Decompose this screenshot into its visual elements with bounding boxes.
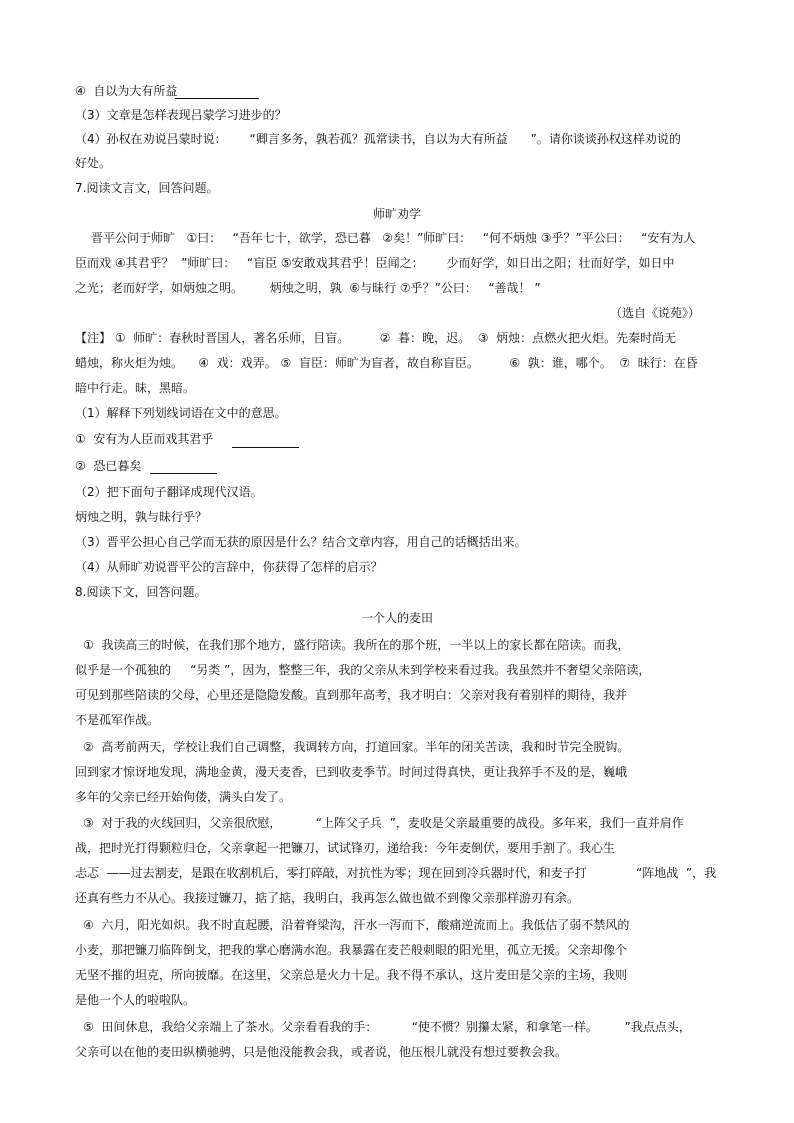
q8-heading: 8.阅读下文，回答问题。: [75, 585, 207, 599]
q8-para1-line: 可见到那些陪读的父母，心里还是隐隐发酸。直到那年高考，我才明白：父亲对我有着别样的期待，我并: [75, 688, 628, 702]
q8-para2-line: 回到家才惊讶地发现，满地金黄，漫天麦香，已到收麦季节。时间过得真快，更让我猝手不及的是，巍峨: [75, 765, 628, 779]
q7-heading: 7.阅读文言文，回答问题。: [75, 181, 219, 195]
q6-sub4-line1: （4）孙权在劝说吕蒙时说： “卿言多务，孰若孤？孤常读书，自以为大有所益 ”。请你谈谈孙权这样劝说的: [75, 132, 681, 146]
q7-title: 师旷劝学: [372, 207, 421, 221]
q7-sub2-sentence: 炳烛之明，孰与昧行乎？: [75, 510, 208, 524]
q7-passage-line1: 晋平公问于师旷 ①曰： “吾年七十，欲学，恐已暮 ②矣！”师旷曰： “何不炳烛 ③乎？”平公曰： “安有为人: [91, 231, 696, 245]
q8-para4-line: 小麦，那把镰刀临阵倒戈，把我的掌心磨满水泡。我暴露在麦芒般刺眼的阳光里，孤立无援。父亲却像个: [75, 943, 628, 957]
q7-sub1: （1）解释下列划线词语在文中的意思。: [75, 406, 287, 420]
q8-para3-line: 战，把时光打得颗粒归仓，父亲拿起一把镰刀，试试锋刃，递给我：今年麦倒伏，要用手割了。我心生: [75, 841, 616, 855]
q8-para1-line: 似乎是一个孤独的 “另类 ”，因为，整整三年，我的父亲从未到学校来看过我。我虽然并不奢望父亲陪读，: [75, 663, 651, 677]
q7-source: （选自《说苑》）: [610, 306, 701, 320]
q7-sub3: （3）晋平公担心自己学而无获的原因是什么？结合文章内容，用自己的话概括出来。: [75, 535, 527, 549]
q8-para2-line: ② 高考前两天，学校让我们自己调整，我调转方向，打道回家。半年的闭关苦读，我和时节完全脱钩。: [83, 740, 630, 754]
q6-sub3: （3）文章是怎样表现吕蒙学习进步的？: [75, 108, 287, 122]
q8-para3-line: ③ 对于我的火线回归，父亲很欣慰， “上阵父子兵 ”，麦收是父亲最重要的战役。多年来，我们一直并肩作: [83, 816, 684, 830]
q7-sub4: （4）从师旷劝说晋平公的言辞中，你获得了怎样的启示？: [75, 560, 383, 574]
q8-para2-line: 多年的父亲已经开始佝偻，满头白发了。: [75, 790, 292, 804]
answer-blank[interactable]: [150, 473, 217, 474]
q8-para1-line: ① 我读高三的时候，在我们那个地方，盛行陪读。我所在的那个班，一半以上的家长都在陪读。而我，: [83, 638, 630, 652]
q8-para4-line: 无坚不摧的坦克，所向披靡。在这里，父亲总是火力十足。我不得不承认，这片麦田是父亲的主场，我则: [75, 968, 628, 982]
q8-para4-line: 是他一个人的啦啦队。: [75, 993, 196, 1007]
answer-blank[interactable]: [175, 98, 259, 99]
q8-title: 一个人的麦田: [360, 611, 433, 625]
q7-sub1-item-b: ② 恐已暮矣: [75, 459, 142, 473]
q7-note-line1: 【注】 ① 师旷：春秋时晋国人，著名乐师，目盲。 ② 暮：晚，迟。 ③ 炳烛：点燃火把火炬。先秦时尚无: [75, 331, 677, 345]
q8-para1-line: 不是孤军作战。: [75, 713, 160, 727]
q8-para3-line: 忐忑 ——过去割麦，是跟在收割机后，零打碎敲，对抗性为零；现在回到冷兵器时代，和麦子打: [75, 866, 587, 880]
q7-sub2: （2）把下面句子翻译成现代汉语。: [75, 485, 263, 499]
q7-note-line2: 蜡烛，称火炬为烛。 ④ 戏：戏弄。 ⑤ 盲臣：师旷为盲者，故自称盲臣。 ⑥ 孰：谁，哪个。 ⑦ 昧行：在昏: [75, 356, 698, 370]
q8-para3-line: 还真有些力不从心。我接过镰刀，掂了掂，我明白，我再怎么做也做不到像父亲那样游刃有余。: [75, 891, 580, 905]
q6-item4: ④ 自以为大有所益: [75, 84, 178, 98]
q6-sub4-line2: 好处。: [75, 156, 112, 170]
q7-note-line3: 暗中行走。昧，黑暗。: [75, 381, 196, 395]
q8-para5-line: 父亲可以在他的麦田纵横驰骋，只是他没能教会我，或者说，他压根儿就没有想过要教会我。: [75, 1045, 568, 1059]
q7-sub1-item-a: ① 安有为人臣而戏其君乎: [75, 432, 214, 446]
answer-blank[interactable]: [232, 447, 299, 448]
q8-para3-line-end: “阵地战 ”，我: [636, 866, 717, 880]
q7-passage-line3: 之光；老而好学，如炳烛之明。 炳烛之明，孰 ⑥与昧行 ⑦乎？”公曰： “善哉！ ”: [75, 281, 541, 295]
q8-para5-line: ⑤ 田间休息，我给父亲端上了茶水。父亲看看我的手： “使不惯？别攥太紧，和拿笔一样。 ”我点点头，: [83, 1020, 691, 1034]
q7-passage-line2: 臣而戏 ④其君乎？ ”师旷曰： “盲臣 ⑤安敢戏其君乎！臣闻之： 少而好学，如日出之阳；壮而好学，如日中: [75, 256, 675, 270]
q8-para4-line: ④ 六月，阳光如炽。我不时直起腰，沿着脊梁沟，汗水一泻而下，酸痛逆流而上。我低估了弱不禁风的: [83, 918, 630, 932]
